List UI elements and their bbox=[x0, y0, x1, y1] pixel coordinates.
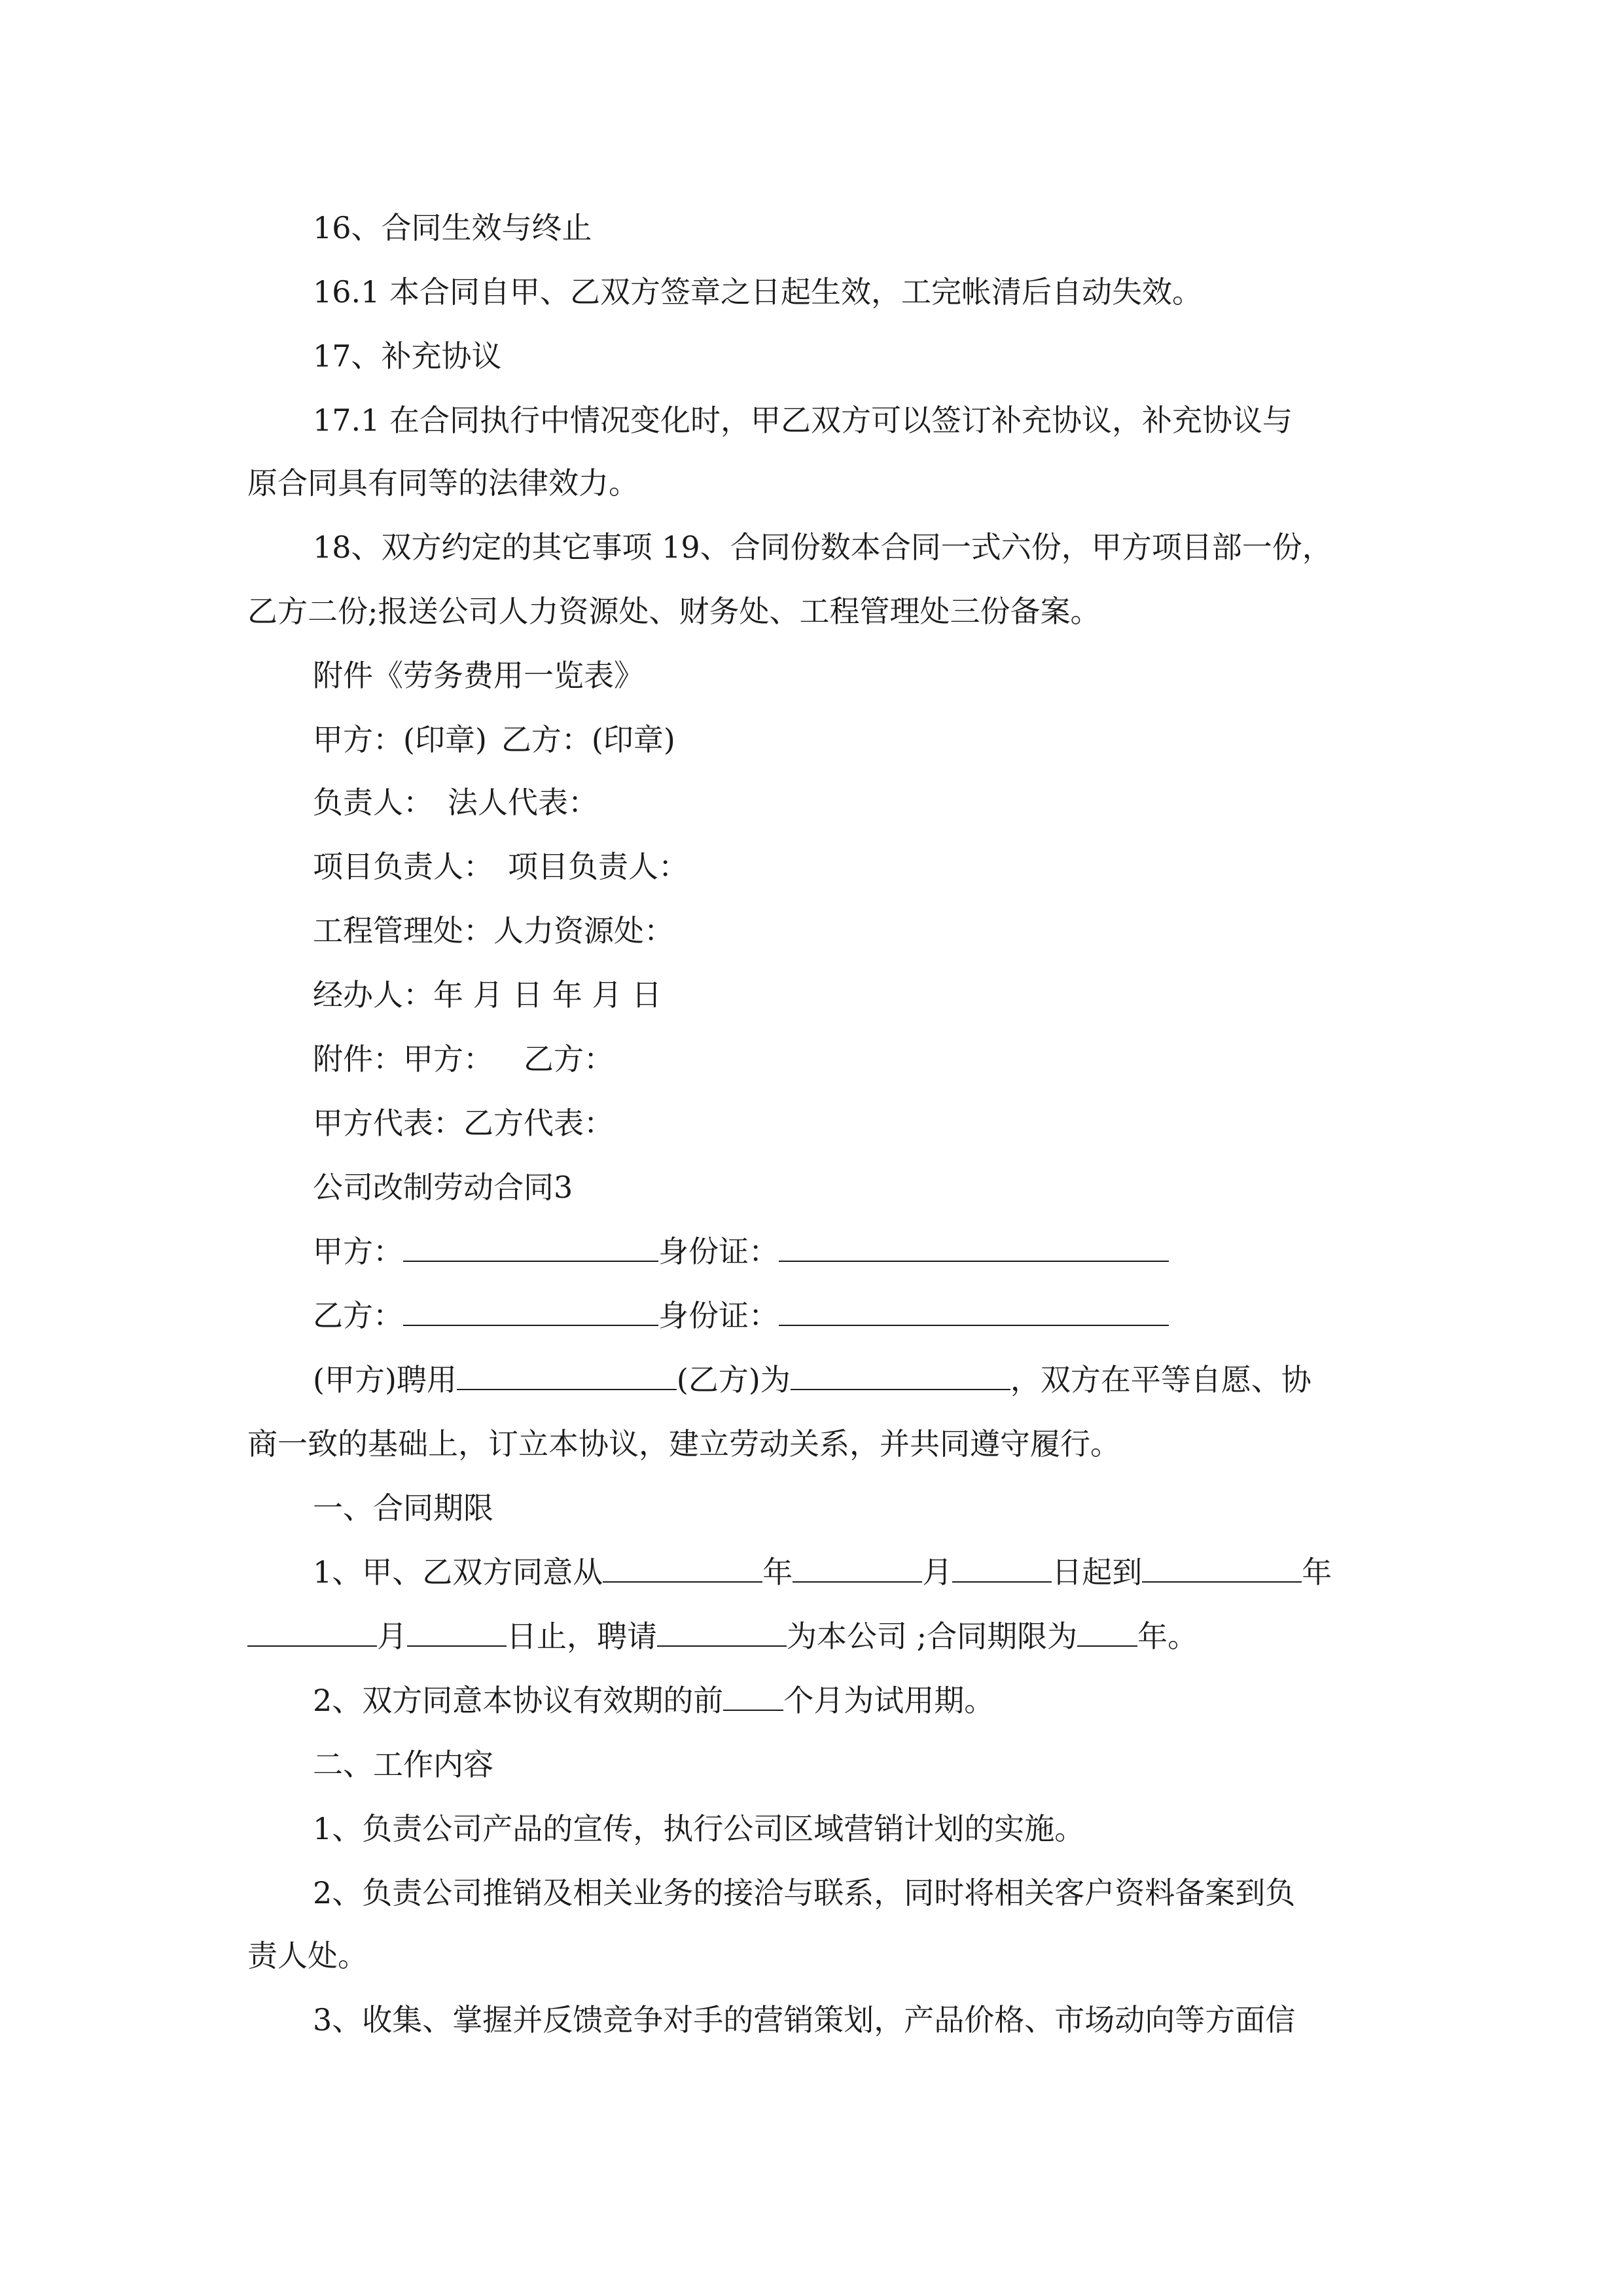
party-b-id-line bbox=[0, 1296, 1623, 1335]
month-label: 月 bbox=[377, 1619, 407, 1654]
responsible-line bbox=[0, 783, 1623, 822]
handler-date-line bbox=[0, 975, 1623, 1014]
party-b-id-blank[interactable] bbox=[779, 1296, 1169, 1326]
position-blank[interactable] bbox=[657, 1617, 787, 1647]
clause-17-1 bbox=[0, 401, 1623, 440]
section-1-heading bbox=[0, 1488, 1623, 1528]
day-until-label: 日止，聘请 bbox=[507, 1619, 657, 1654]
start-day-blank[interactable] bbox=[952, 1552, 1052, 1583]
text: 1、负责公司产品的宣传，执行公司区域营销计划的实施。 bbox=[313, 1811, 1085, 1846]
term-line-cont bbox=[0, 1617, 1623, 1656]
duty-2 bbox=[0, 1873, 1623, 1912]
year-label: 年 bbox=[762, 1554, 793, 1590]
text: 3、收集、掌握并反馈竞争对手的营销策划，产品价格、市场动向等方面信 bbox=[313, 2002, 1296, 2037]
probation-blank[interactable] bbox=[723, 1681, 783, 1711]
id-label: 身份证： bbox=[658, 1298, 779, 1333]
section-18-19 bbox=[0, 528, 1623, 567]
representatives-line bbox=[0, 1103, 1623, 1143]
text: 责人处。 bbox=[247, 1938, 368, 1973]
party-b-blank[interactable] bbox=[403, 1296, 658, 1326]
attachment-parties-line bbox=[0, 1039, 1623, 1079]
project-lead-line bbox=[0, 847, 1623, 886]
section-2-heading bbox=[0, 1745, 1623, 1784]
text: 二、工作内容 bbox=[313, 1747, 493, 1782]
text: 16.1 本合同自甲、乙双方签章之日起生效，工完帐清后自动失效。 bbox=[313, 274, 1203, 310]
seal-line bbox=[0, 720, 1623, 759]
text: 工程管理处：人力资源处： bbox=[313, 913, 674, 948]
party-b-label: 乙方： bbox=[313, 1298, 403, 1333]
responsible-label: 负责人： bbox=[313, 785, 433, 820]
probation-line bbox=[0, 1681, 1623, 1720]
text: 17、补充协议 bbox=[313, 338, 502, 374]
section-17-heading bbox=[0, 336, 1623, 376]
text: 一、合同期限 bbox=[313, 1490, 493, 1526]
party-a-id-line bbox=[0, 1232, 1623, 1271]
project-lead-a: 项目负责人： bbox=[313, 849, 493, 884]
text: 甲方代表：乙方代表： bbox=[313, 1105, 614, 1141]
duty-2-cont bbox=[0, 1936, 1623, 1975]
text: 16、合同生效与终止 bbox=[313, 210, 592, 245]
project-lead-b: 项目负责人： bbox=[508, 849, 688, 884]
text: 17.1 在合同执行中情况变化时，甲乙双方可以签订补充协议，补充协议与 bbox=[313, 403, 1293, 438]
text: 商一致的基础上，订立本协议，建立劳动关系，并共同遵守履行。 bbox=[247, 1426, 1120, 1462]
party-b-seal: 乙方：(印章) bbox=[501, 722, 675, 757]
text: 18、双方约定的其它事项 19、合同份数本合同一式六份，甲方项目部一份， bbox=[313, 529, 1332, 565]
attachment-party-a: 附件：甲方： bbox=[313, 1041, 493, 1077]
period-label: 为本公司 ;合同期限为 bbox=[787, 1619, 1078, 1654]
text: 原合同具有同等的法律效力。 bbox=[247, 465, 639, 501]
party-a-blank[interactable] bbox=[403, 1232, 658, 1262]
hire-blank-1[interactable] bbox=[457, 1360, 677, 1390]
legal-rep-label: 法人代表： bbox=[448, 785, 598, 820]
hire-cont: ，双方在平等自愿、协 bbox=[1010, 1362, 1311, 1397]
party-a-seal: 甲方：(印章) bbox=[313, 722, 487, 757]
year-label: 年 bbox=[1302, 1554, 1332, 1590]
start-month-blank[interactable] bbox=[793, 1552, 922, 1583]
section-18-19-cont bbox=[0, 592, 1623, 631]
id-label: 身份证： bbox=[658, 1234, 779, 1269]
start-year-blank[interactable] bbox=[603, 1552, 762, 1583]
as-label: (乙方)为 bbox=[676, 1362, 791, 1397]
end-month-blank[interactable] bbox=[247, 1617, 377, 1647]
duty-3 bbox=[0, 2000, 1623, 2039]
probation-label: 2、双方同意本协议有效期的前 bbox=[313, 1683, 724, 1718]
contract-3-title bbox=[0, 1168, 1623, 1207]
clause-17-1-cont bbox=[0, 463, 1623, 503]
attachment-party-b: 乙方： bbox=[524, 1041, 614, 1077]
text: 乙方二份;报送公司人力资源处、财务处、工程管理处三份备案。 bbox=[247, 594, 1101, 629]
text: 公司改制劳动合同3 bbox=[313, 1170, 573, 1205]
departments-line bbox=[0, 911, 1623, 950]
duty-1 bbox=[0, 1809, 1623, 1848]
hire-line bbox=[0, 1360, 1623, 1399]
day-to-label: 日起到 bbox=[1052, 1554, 1143, 1590]
clause-16-1 bbox=[0, 272, 1623, 312]
term-label: 1、甲、乙双方同意从 bbox=[313, 1554, 603, 1590]
text: 2、负责公司推销及相关业务的接洽与联系，同时将相关客户资料备案到负 bbox=[313, 1875, 1296, 1910]
years-label: 年。 bbox=[1137, 1619, 1198, 1654]
end-year-blank[interactable] bbox=[1142, 1552, 1302, 1583]
hire-blank-2[interactable] bbox=[791, 1360, 1010, 1390]
party-a-label: 甲方： bbox=[313, 1234, 403, 1269]
party-a-id-blank[interactable] bbox=[779, 1232, 1169, 1262]
text: 经办人：年 月 日 年 月 日 bbox=[313, 977, 662, 1013]
period-years-blank[interactable] bbox=[1077, 1617, 1137, 1647]
probation-cont: 个月为试用期。 bbox=[783, 1683, 995, 1718]
text: 附件《劳务费用一览表》 bbox=[313, 658, 644, 693]
section-16-heading bbox=[0, 208, 1623, 247]
attachment-line bbox=[0, 656, 1623, 695]
term-line bbox=[0, 1552, 1623, 1592]
hire-label: (甲方)聘用 bbox=[313, 1362, 457, 1397]
month-label: 月 bbox=[922, 1554, 953, 1590]
hire-line-cont bbox=[0, 1424, 1623, 1463]
end-day-blank[interactable] bbox=[407, 1617, 507, 1647]
